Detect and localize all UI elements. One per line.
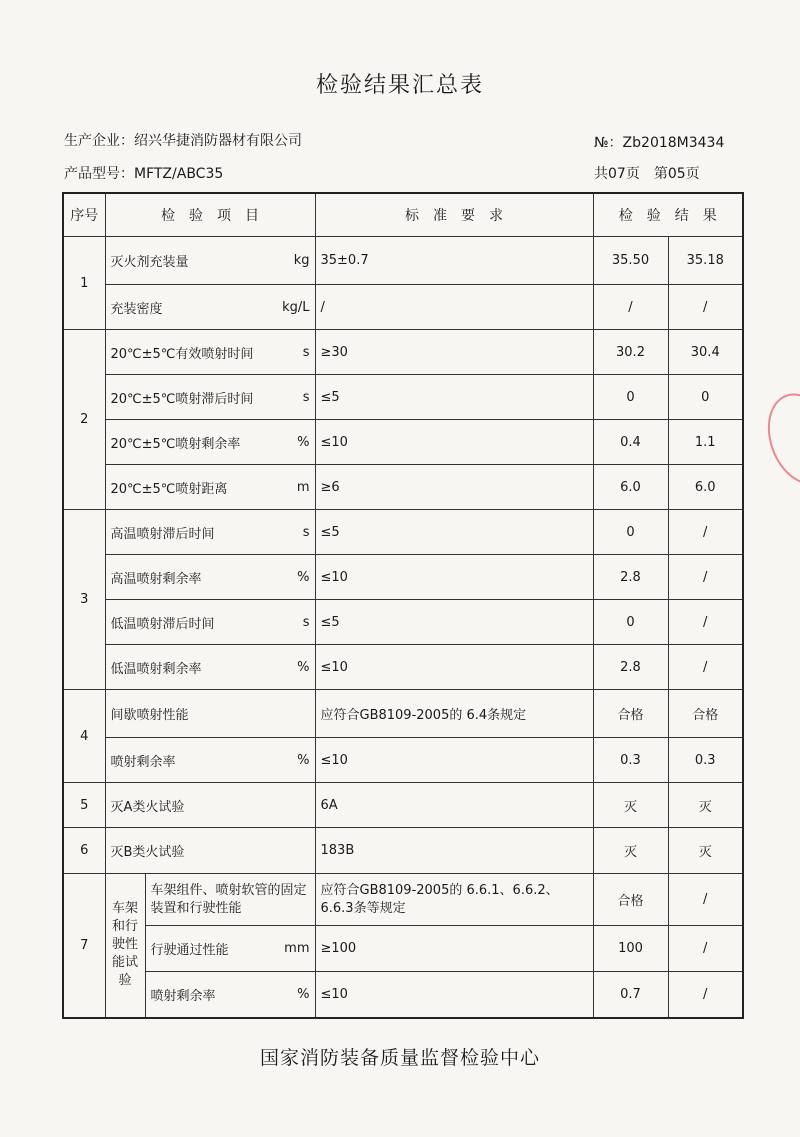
table-row <box>63 690 743 738</box>
result-1-cell: 灭 <box>593 828 668 874</box>
standard-cell: 应符合GB8109-2005的 6.6.1、6.6.2、6.6.3条等规定 <box>315 874 593 926</box>
item-name: 喷射剩余率 <box>110 754 176 770</box>
result-2-cell: / <box>668 874 743 926</box>
result-1-cell: 灭 <box>593 783 668 828</box>
table-row <box>63 874 743 926</box>
result-1-cell: 100 <box>593 926 668 972</box>
result-1-cell: 0 <box>593 600 668 645</box>
result-1-cell: 0 <box>593 510 668 555</box>
item-unit: s <box>302 524 310 540</box>
result-2-cell: 灭 <box>668 828 743 874</box>
document-title: 检验结果汇总表 <box>315 73 484 98</box>
item-name: 高温喷射剩余率 <box>110 571 202 587</box>
standard-cell: ≥30 <box>315 330 593 375</box>
item-name: 喷射剩余率 <box>150 988 216 1004</box>
result-1-cell: 合格 <box>593 874 668 926</box>
item-cell <box>105 738 315 783</box>
item-unit: % <box>297 986 310 1002</box>
seq-cell: 4 <box>63 690 105 783</box>
result-2-cell: 0 <box>668 375 743 420</box>
table-row <box>63 972 743 1018</box>
table-row <box>63 600 743 645</box>
header-seq: 序号 <box>63 193 105 237</box>
item-cell <box>145 972 315 1018</box>
item-cell: 灭B类火试验 <box>105 828 315 874</box>
item-name: 20℃±5℃喷射滞后时间 <box>110 391 254 407</box>
group-label-cell: 车架和行驶性能试验 <box>105 874 145 1018</box>
item-name: 20℃±5℃喷射距离 <box>110 481 228 497</box>
item-name: 20℃±5℃喷射剩余率 <box>110 436 241 452</box>
item-cell: 车架组件、喷射软管的固定装置和行驶性能 <box>145 874 315 926</box>
table-row <box>63 330 743 375</box>
seq-cell: 5 <box>63 783 105 828</box>
standard-cell: ≤10 <box>315 420 593 465</box>
item-unit: s <box>302 389 310 405</box>
item-cell <box>105 330 315 375</box>
result-2-cell: 合格 <box>668 690 743 738</box>
item-cell <box>105 510 315 555</box>
result-1-cell: 6.0 <box>593 465 668 510</box>
standard-cell: 35±0.7 <box>315 237 593 285</box>
header-standard: 标 准 要 求 <box>315 193 593 237</box>
seq-cell: 3 <box>63 510 105 690</box>
item-unit: kg/L <box>282 299 310 315</box>
result-2-cell: / <box>668 645 743 690</box>
item-cell <box>105 645 315 690</box>
item-unit: % <box>297 569 310 585</box>
result-1-cell: 35.50 <box>593 237 668 285</box>
standard-cell: ≤10 <box>315 738 593 783</box>
result-2-cell: 0.3 <box>668 738 743 783</box>
item-cell <box>105 555 315 600</box>
standard-cell: ≥6 <box>315 465 593 510</box>
result-2-cell: / <box>668 972 743 1018</box>
table-row <box>63 926 743 972</box>
results-table <box>62 192 744 1019</box>
result-1-cell: 2.8 <box>593 555 668 600</box>
result-2-cell: / <box>668 600 743 645</box>
page-count: 共07页 第05页 <box>594 166 700 182</box>
standard-cell: 183B <box>315 828 593 874</box>
result-2-cell: / <box>668 555 743 600</box>
result-2-cell: 1.1 <box>668 420 743 465</box>
table-row <box>63 783 743 828</box>
product-model: 产品型号：MFTZ/ABC35 <box>64 166 224 182</box>
item-unit: m <box>296 479 310 495</box>
table-header-row <box>63 193 743 237</box>
item-cell <box>105 465 315 510</box>
table-row <box>63 375 743 420</box>
item-name: 低温喷射滞后时间 <box>110 616 215 632</box>
standard-cell: / <box>315 285 593 330</box>
item-cell: 灭A类火试验 <box>105 783 315 828</box>
header-item: 检 验 项 目 <box>105 193 315 237</box>
standard-cell: ≤10 <box>315 645 593 690</box>
item-name: 间歇喷射性能 <box>110 708 189 723</box>
result-1-cell: 0.4 <box>593 420 668 465</box>
item-cell <box>105 237 315 285</box>
item-unit: s <box>302 344 310 360</box>
result-2-cell: 30.4 <box>668 330 743 375</box>
table-row <box>63 738 743 783</box>
result-2-cell: / <box>668 510 743 555</box>
header-result: 检 验 结 果 <box>593 193 743 237</box>
item-cell <box>105 690 315 738</box>
seq-cell: 2 <box>63 330 105 510</box>
report-number: №：Zb2018M3434 <box>594 135 725 151</box>
standard-cell: ≤10 <box>315 555 593 600</box>
standard-cell: ≤5 <box>315 600 593 645</box>
table-row <box>63 465 743 510</box>
standard-cell: ≤5 <box>315 510 593 555</box>
result-1-cell: 0.3 <box>593 738 668 783</box>
item-unit: kg <box>293 253 310 268</box>
result-1-cell: 0.7 <box>593 972 668 1018</box>
result-1-cell: 0 <box>593 375 668 420</box>
item-name: 高温喷射滞后时间 <box>110 526 215 542</box>
seq-cell: 7 <box>63 874 105 1018</box>
item-name: 低温喷射剩余率 <box>110 661 202 677</box>
standard-cell: 6A <box>315 783 593 828</box>
table-row <box>63 285 743 330</box>
item-unit: % <box>297 752 310 768</box>
item-cell <box>105 600 315 645</box>
item-name: 充装密度 <box>110 301 163 317</box>
result-1-cell: 2.8 <box>593 645 668 690</box>
item-name: 灭火剂充装量 <box>110 255 189 270</box>
red-stamp-fragment <box>756 384 800 494</box>
standard-cell: ≤10 <box>315 972 593 1018</box>
seq-cell: 1 <box>63 237 105 330</box>
result-1-cell: / <box>593 285 668 330</box>
issuer-footer: 国家消防装备质量监督检验中心 <box>259 1047 540 1069</box>
item-cell <box>105 375 315 420</box>
item-name: 20℃±5℃有效喷射时间 <box>110 346 254 362</box>
table-row <box>63 510 743 555</box>
item-name: 行驶通过性能 <box>150 943 229 958</box>
item-unit: % <box>297 659 310 675</box>
item-unit: s <box>302 614 310 630</box>
result-1-cell: 合格 <box>593 690 668 738</box>
result-2-cell: 35.18 <box>668 237 743 285</box>
table-row <box>63 555 743 600</box>
standard-cell: ≥100 <box>315 926 593 972</box>
result-1-cell: 30.2 <box>593 330 668 375</box>
item-cell <box>105 420 315 465</box>
result-2-cell: / <box>668 926 743 972</box>
table-row <box>63 420 743 465</box>
item-cell <box>145 926 315 972</box>
result-2-cell: / <box>668 285 743 330</box>
item-unit: % <box>297 434 310 450</box>
table-row <box>63 237 743 285</box>
result-2-cell: 灭 <box>668 783 743 828</box>
standard-cell: ≤5 <box>315 375 593 420</box>
result-2-cell: 6.0 <box>668 465 743 510</box>
table-row <box>63 645 743 690</box>
item-cell <box>105 285 315 330</box>
table-row <box>63 828 743 874</box>
seq-cell: 6 <box>63 828 105 874</box>
item-unit: mm <box>284 941 310 956</box>
standard-cell: 应符合GB8109-2005的 6.4条规定 <box>315 690 593 738</box>
company-line: 生产企业：绍兴华捷消防器材有限公司 <box>64 133 302 149</box>
